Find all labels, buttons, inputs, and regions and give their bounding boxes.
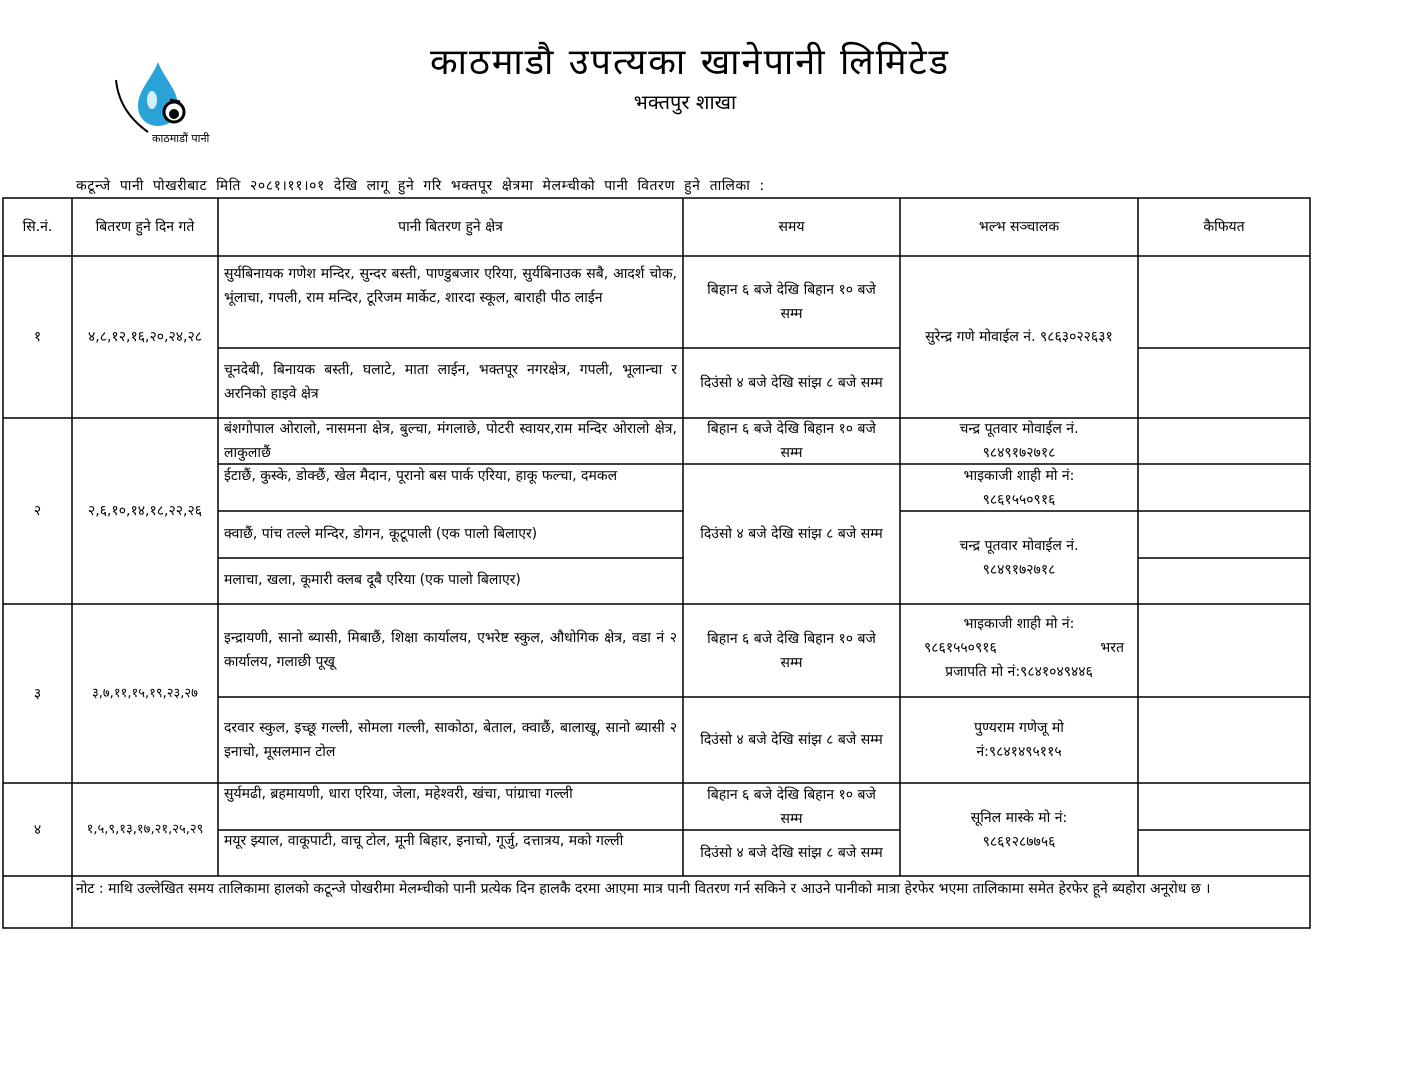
intro-text: कटून्जे पानी पोखरीबाट मिति २०८१।११।०१ देखि लागू हुने गरि भक्तपूर क्षेत्रमा मेलम्चीको पानी वितरण हुने तालिका : (76, 178, 765, 194)
col-header-days: बितरण हुने दिन गते (95, 219, 195, 235)
row-3-area-1: इन्द्रायणी, सानो ब्यासी, मिबाछैं, शिक्षा कार्यालय, एभरेष्ट स्कुल, औधोगिक क्षेत्र, वडा नं २ कार्यालय, गलाछी पूखू (224, 630, 677, 670)
row-2-operator-1: चन्द्र पूतवार मोवाईल नं. ९८४९१७२७१८ (959, 421, 1079, 461)
row-1-operator: सुरेन्द्र गणे मोवाईल नं. ९८६३०२२६३१ (925, 329, 1113, 345)
row-1-time-2: दिउंसो ४ बजे देखि सांझ ८ बजे सम्म (700, 375, 883, 391)
row-2-sn: २ (33, 503, 42, 519)
svg-text:काठमाडौं पानी: काठमाडौं पानी (152, 132, 210, 145)
row-1-area-2: चूनदेबी, बिनायक बस्ती, घलाटे, माता लाईन, भक्तपूर नगरक्षेत्र, गपली, भूलान्चा र अरनिको हाइवे क्षेत्र (224, 362, 677, 402)
row-2-time-1: बिहान ६ बजे देखि बिहान १० बजे सम्म (707, 421, 876, 461)
row-4-operator: सूनिल मास्के मो नं: ९८६१२८७७५६ (970, 809, 1068, 850)
row-3-operator-1 (900, 612, 1138, 692)
row-4-days: १,५,९,१३,१७,२१,२५,२९ (86, 821, 204, 837)
row-2-area-2: ईटाछैं, कुस्के, डोक्छैं, खेल मैदान, पूरानो बस पार्क एरिया, हाकू फल्चा, दमकल (224, 468, 618, 484)
org-title: काठमाडौ उपत्यका खानेपानी लिमिटेड (430, 42, 950, 83)
row-3-operator-1-line-2: ९८६१५५०९१६ भरत (924, 640, 1124, 656)
row-4-sn: ४ (33, 821, 42, 838)
col-header-operator: भल्भ सञ्चालक (978, 219, 1060, 235)
row-3-sn: ३ (33, 685, 42, 702)
row-2-area-4: मलाचा, खला, कूमारी क्लब दूबै एरिया (एक पालो बिलाएर) (224, 572, 521, 588)
footer-note: नोट : माथि उल्लेखित समय तालिकामा हालको कटून्जे पोखरीमा मेलम्चीको पानी प्रत्येक दिन हालकै दरमा आएमा मात्र पानी वितरण गर्न सकिने र आउने पानीको मात्रा हेरफेर भएमा तालिकामा समेत हेरफेर हूने ब्यहोरा अनूरोध छ । (76, 881, 1211, 897)
row-3-operator-1-line-1: भाइकाजी शाही मो नं: (963, 616, 1075, 632)
row-3-operator-2: पुण्यराम गणेजू मो नं:९८४१४९५११५ (974, 720, 1064, 760)
row-4-area-1: सुर्यमढी, ब्रहमायणी, धारा एरिया, जेला, महेश्वरी, खंचा, पांग्राचा गल्ली (224, 786, 573, 802)
col-header-area: पानी बितरण हुने क्षेत्र (398, 219, 503, 235)
row-1-area-1: सुर्यबिनायक गणेश मन्दिर, सुन्दर बस्ती, पाण्डुबजार एरिया, सुर्यबिनाउक सबै, आदर्श चोक, भूंलाचा, गपली, राम मन्दिर, टूरिजम मार्केट, शारदा स्कूल, बाराही पीठ लाईन (224, 266, 677, 306)
row-1-time-1: बिहान ६ बजे देखि बिहान १० बजे सम्म (707, 282, 876, 322)
row-3-time-2: दिउंसो ४ बजे देखि सांझ ८ बजे सम्म (700, 732, 883, 748)
row-2-area-3: क्वाछैं, पांच तल्ले मन्दिर, डोगन, कूटूपाली (एक पालो बिलाएर) (224, 526, 538, 542)
row-3-days: ३,७,११,१५,१९,२३,२७ (92, 685, 198, 701)
row-1-sn: १ (33, 329, 42, 345)
row-4-time-1: बिहान ६ बजे देखि बिहान १० बजे सम्म (707, 786, 876, 827)
row-2-days: २,६,१०,१४,१८,२२,२६ (87, 503, 203, 519)
col-header-sn: सि.नं. (22, 219, 53, 235)
row-4-area-2: मयूर झ्याल, वाकूपाटी, वाचू टोल, मूनी बिहार, इनाचो, गूर्जु, दत्तात्रय, मको गल्ली (224, 833, 624, 849)
row-2-area-1: बंशगोपाल ओरालो, नासमना क्षेत्र, बुल्चा, मंगलाछे, पोटरी स्वायर,राम मन्दिर ओरालो क्षेत्र, लाकुलाछैं (224, 421, 677, 461)
row-4-time-2: दिउंसो ४ बजे देखि सांझ ८ बजे सम्म (700, 845, 883, 861)
water-drop-logo-icon (108, 60, 210, 145)
branch-subtitle: भक्तपुर शाखा (633, 90, 737, 114)
row-3-time-1: बिहान ६ बजे देखि बिहान १० बजे सम्म (707, 630, 876, 671)
row-1-days: ४,८,१२,१६,२०,२४,२८ (87, 329, 203, 345)
row-2-operator-2: भाइकाजी शाही मो नं: ९८६१५५०९१६ (963, 467, 1075, 508)
row-2-time-2: दिउंसो ४ बजे देखि सांझ ८ बजे सम्म (700, 526, 883, 542)
col-header-remarks: कैफियत (1203, 219, 1245, 235)
row-3-operator-1-line-3: प्रजापति मो नं:९८४१०४९४४६ (945, 664, 1093, 680)
row-3-area-2: दरवार स्कुल, इच्छू गल्ली, सोमला गल्ली, साकोठा, बेताल, क्वाछैं, बालाखू, सानो ब्यासी २ इनाचो, मूसलमान टोल (224, 720, 677, 760)
col-header-time: समय (778, 219, 805, 235)
row-2-operator-3: चन्द्र पूतवार मोवाईल नं. ९८४९१७२७१८ (959, 537, 1079, 578)
